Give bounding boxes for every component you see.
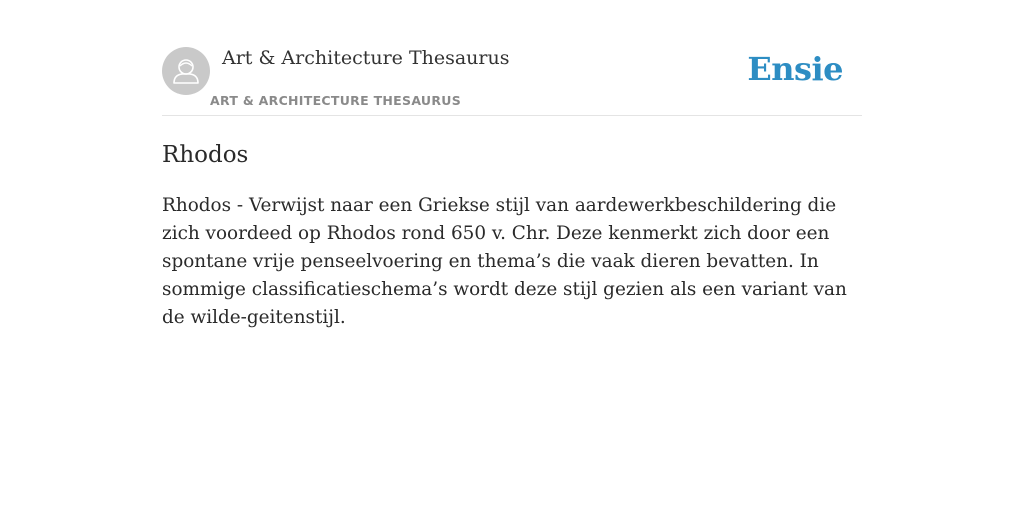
ensie-logo[interactable]: Ensie: [747, 50, 843, 88]
header: [162, 0, 862, 116]
definition-text: Rhodos - Verwijst naar een Griekse stijl van aardewerkbeschildering die zich voordeed op Rhodos rond 650 v. Chr. Deze kenmerkt zich door een spontane vrije penseelvoering en thema’s die vaak dieren bevatten. In sommige classificatieschema’s wordt deze stijl gezien als een variant van de wilde-geitenstijl.: [162, 195, 847, 328]
page-title: Rhodos: [162, 142, 249, 168]
page-container: [162, 0, 862, 328]
author-name[interactable]: Art & Architecture Thesaurus: [222, 47, 510, 69]
user-avatar-icon[interactable]: [162, 47, 210, 95]
author-source: ART & ARCHITECTURE THESAURUS: [210, 93, 462, 108]
